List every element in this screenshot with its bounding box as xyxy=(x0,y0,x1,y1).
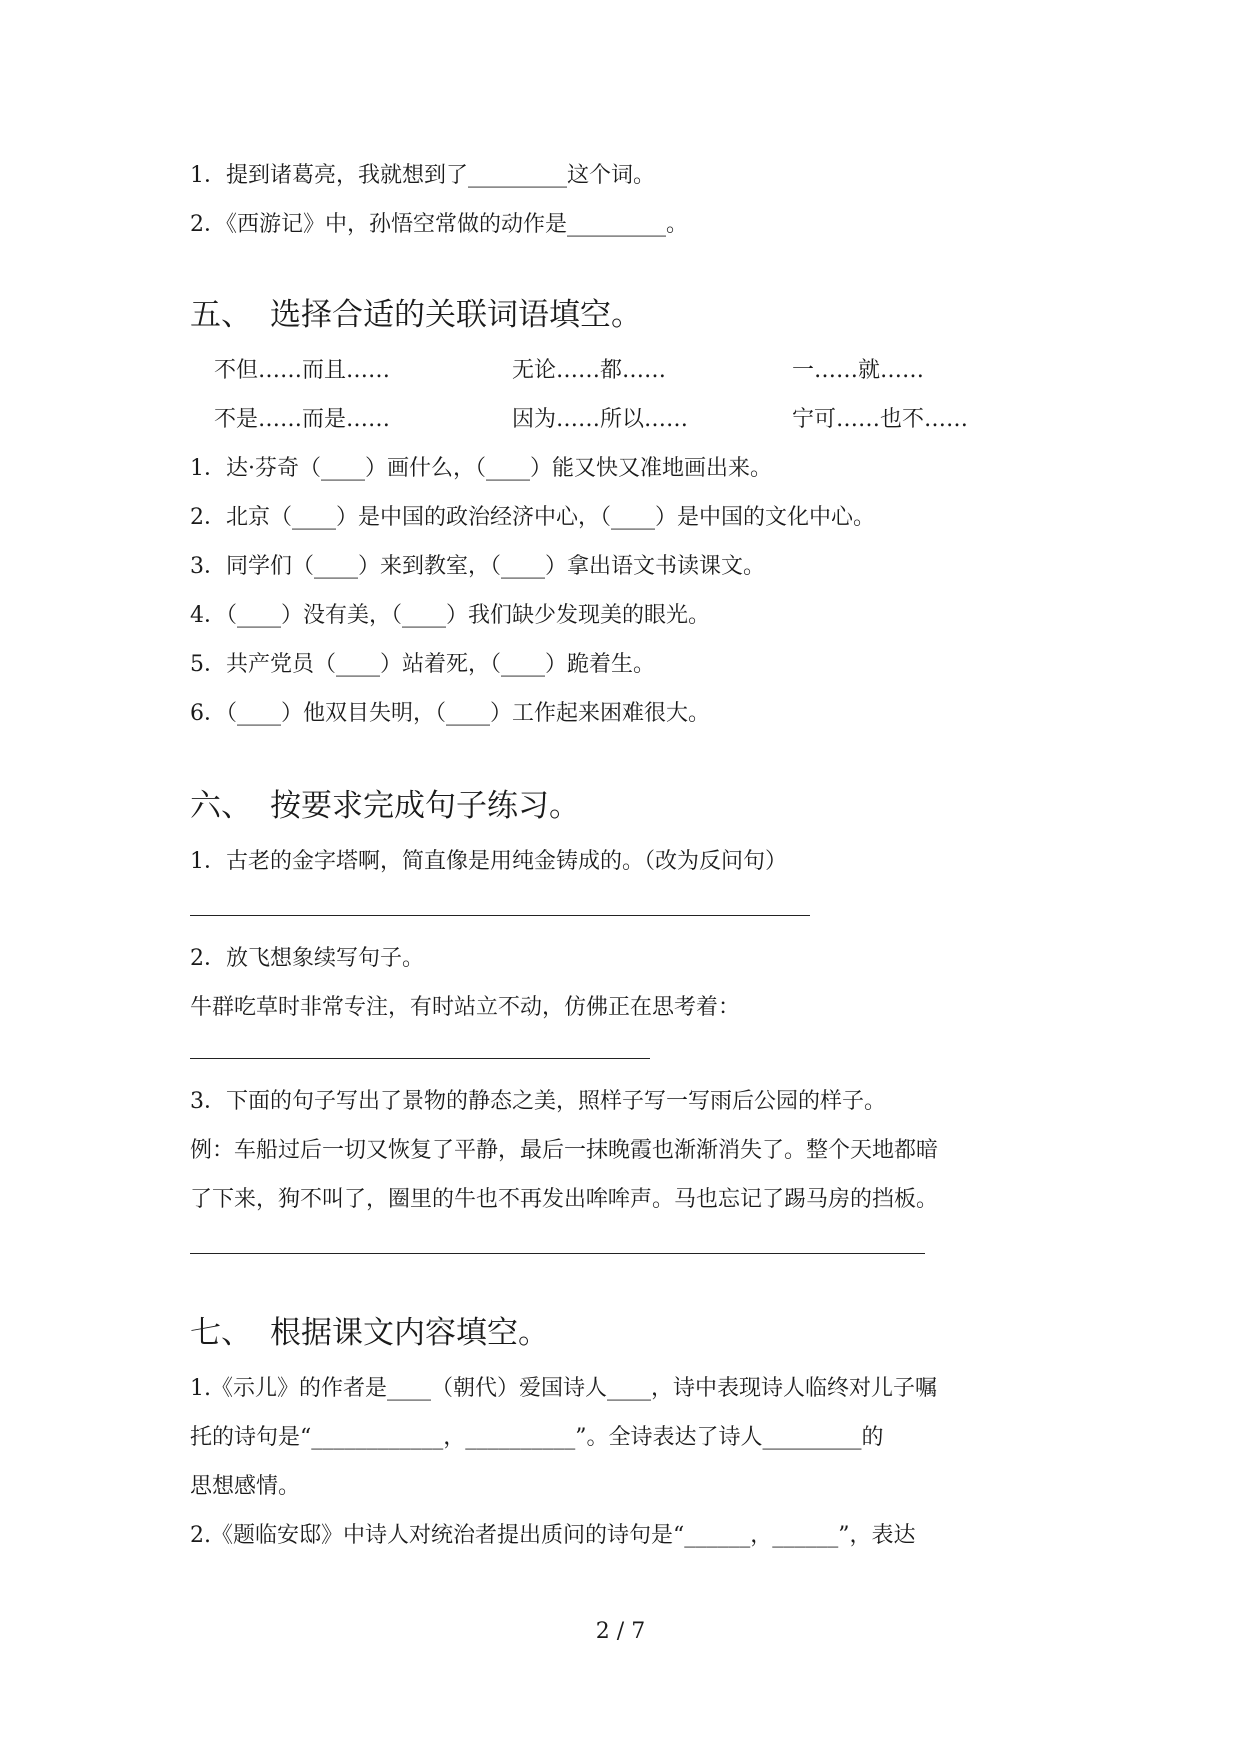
s5-item-6: 6．（____）他双目失明，（____）工作起来困难很大。 xyxy=(190,701,710,726)
s7-q1-line-2: 托的诗句是“____________，__________”。全诗表达了诗人_________的 xyxy=(190,1425,884,1450)
s7-q1-line-3: 思想感情。 xyxy=(190,1474,301,1499)
answer-line-3 xyxy=(190,1253,925,1254)
s4-item-1: 1．提到诸葛亮，我就想到了_________这个词。 xyxy=(190,163,655,188)
section-5-title: 选择合适的关联词语填空。 xyxy=(270,297,642,333)
section-6-number: 六、 xyxy=(190,788,252,824)
s5-item-5: 5．共产党员（____）站着死，（____）跪着生。 xyxy=(190,652,655,677)
section-6-title: 按要求完成句子练习。 xyxy=(270,788,580,824)
s6-q3-example-2: 了下来，狗不叫了，圈里的牛也不再发出哞哞声。马也忘记了踢马房的挡板。 xyxy=(190,1187,939,1212)
section-7-number: 七、 xyxy=(190,1315,252,1351)
s5-item-2: 2．北京（____）是中国的政治经济中心，（____）是中国的文化中心。 xyxy=(190,505,875,530)
answer-line-2 xyxy=(190,1058,650,1059)
section-6-heading xyxy=(190,787,580,825)
option-3: 一……就…… xyxy=(792,358,925,383)
s6-q3: 3．下面的句子写出了景物的静态之美，照样子写一写雨后公园的样子。 xyxy=(190,1089,886,1114)
s6-q2: 2．放飞想象续写句子。 xyxy=(190,946,424,971)
s5-item-4: 4．（____）没有美，（____）我们缺少发现美的眼光。 xyxy=(190,603,710,628)
s4-item-2: 2．《西游记》中，孙悟空常做的动作是_________。 xyxy=(190,212,688,237)
option-2: 无论……都…… xyxy=(512,358,667,383)
answer-line-1 xyxy=(190,915,810,916)
section-5-number: 五、 xyxy=(190,297,252,333)
section-7-heading xyxy=(190,1314,549,1352)
s6-q2-text: 牛群吃草时非常专注，有时站立不动，仿佛正在思考着： xyxy=(190,995,741,1020)
s6-q1: 1．古老的金字塔啊，简直像是用纯金铸成的。（改为反问句） xyxy=(190,849,787,874)
section-7-title: 根据课文内容填空。 xyxy=(270,1315,549,1351)
option-5: 因为……所以…… xyxy=(512,407,689,432)
s5-item-1: 1．达·芬奇（____）画什么，（____）能又快又准地画出来。 xyxy=(190,456,772,481)
option-4: 不是……而是…… xyxy=(214,407,391,432)
s7-q2-line-1: 2.《题临安邸》中诗人对统治者提出质问的诗句是“______，______”，表达 xyxy=(190,1523,916,1548)
s7-q1-line-1: 1.《示儿》的作者是____（朝代）爱国诗人____，诗中表现诗人临终对儿子嘱 xyxy=(190,1376,937,1401)
page-number: 2 / 7 xyxy=(595,1619,646,1644)
s5-item-3: 3．同学们（____）来到教室，（____）拿出语文书读课文。 xyxy=(190,554,765,579)
section-5-heading xyxy=(190,296,642,334)
option-1: 不但……而且…… xyxy=(214,358,391,383)
option-6: 宁可……也不…… xyxy=(792,407,969,432)
s6-q3-example-1: 例：车船过后一切又恢复了平静，最后一抹晚霞也渐渐消失了。整个天地都暗 xyxy=(190,1138,939,1163)
